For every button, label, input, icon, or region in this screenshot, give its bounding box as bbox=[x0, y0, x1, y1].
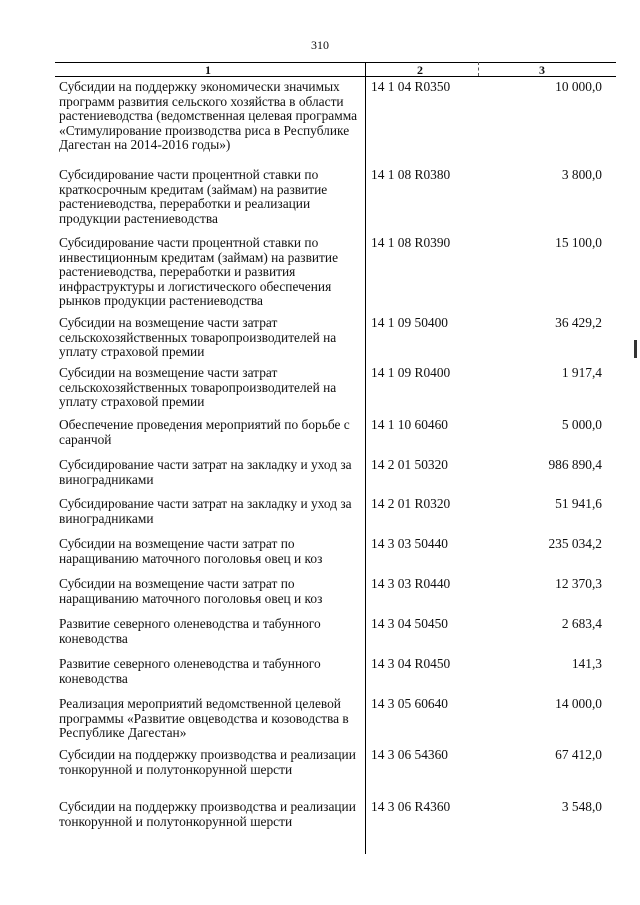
row-amount: 15 100,0 bbox=[555, 235, 602, 250]
row-description: Субсидирование части процентной ставки по инвестиционным кредитам (займам) на развитие растениеводства, переработки и развития инфраструктуры и логистического обеспечения рынков продукции растениеводства bbox=[59, 235, 339, 308]
row-code: 14 1 09 R0400 bbox=[371, 365, 451, 380]
row-amount: 141,3 bbox=[571, 656, 602, 671]
row-amount: 10 000,0 bbox=[555, 79, 602, 94]
row-description: Развитие северного оленеводства и табунного коневодства bbox=[59, 616, 321, 646]
row-code: 14 2 01 50320 bbox=[371, 457, 448, 472]
row-code: 14 1 04 R0350 bbox=[371, 79, 451, 94]
row-description: Субсидии на возмещение части затрат сельскохозяйственных товаропроизводителей на уплату страховой премии bbox=[59, 315, 337, 359]
row-amount: 3 800,0 bbox=[561, 167, 602, 182]
row-code: 14 2 01 R0320 bbox=[371, 496, 451, 511]
row-description: Субсидии на возмещение части затрат сельскохозяйственных товаропроизводителей на уплату страховой премии bbox=[59, 365, 337, 409]
row-amount: 235 034,2 bbox=[548, 536, 602, 551]
row-amount: 986 890,4 bbox=[548, 457, 602, 472]
row-description: Субсидии на возмещение части затрат по наращиванию маточного поголовья овец и коз bbox=[59, 576, 323, 606]
row-amount: 51 941,6 bbox=[555, 496, 602, 511]
row-description: Субсидии на возмещение части затрат по наращиванию маточного поголовья овец и коз bbox=[59, 536, 323, 566]
row-code: 14 1 08 R0380 bbox=[371, 167, 451, 182]
row-code: 14 3 06 54360 bbox=[371, 747, 448, 762]
column-header-1: 1 bbox=[205, 63, 211, 77]
row-amount: 2 683,4 bbox=[561, 616, 602, 631]
row-amount: 1 917,4 bbox=[561, 365, 602, 380]
row-description: Субсидирование части затрат на закладку и уход за виноградниками bbox=[59, 457, 352, 487]
row-description: Субсидирование части процентной ставки по краткосрочным кредитам (займам) на развитие растениеводства, переработки и реализации продукции растениеводства bbox=[59, 167, 328, 226]
row-description: Субсидии на поддержку экономически значимых программ развития сельского хозяйства в области растениеводства (ведомственная целевая программа «Стимулирование производства риса в Республике Дагестан на 2014-2016 годы») bbox=[59, 79, 358, 152]
row-amount: 3 548,0 bbox=[561, 799, 602, 814]
column-header-3: 3 bbox=[539, 63, 545, 77]
row-code: 14 3 04 50450 bbox=[371, 616, 448, 631]
row-code: 14 3 05 60640 bbox=[371, 696, 448, 711]
row-description: Обеспечение проведения мероприятий по борьбе с саранчой bbox=[59, 417, 350, 447]
row-code: 14 3 06 R4360 bbox=[371, 799, 451, 814]
row-amount: 67 412,0 bbox=[555, 747, 602, 762]
row-code: 14 3 03 R0440 bbox=[371, 576, 451, 591]
row-amount: 36 429,2 bbox=[555, 315, 602, 330]
row-description: Субсидии на поддержку производства и реализации тонкорунной и полутонкорунной шерсти bbox=[59, 747, 356, 777]
row-code: 14 1 10 60460 bbox=[371, 417, 448, 432]
row-amount: 14 000,0 bbox=[555, 696, 602, 711]
row-code: 14 3 03 50440 bbox=[371, 536, 448, 551]
row-description: Субсидирование части затрат на закладку и уход за виноградниками bbox=[59, 496, 352, 526]
row-description: Субсидии на поддержку производства и реализации тонкорунной и полутонкорунной шерсти bbox=[59, 799, 356, 829]
row-description: Развитие северного оленеводства и табунного коневодства bbox=[59, 656, 321, 686]
row-amount: 5 000,0 bbox=[561, 417, 602, 432]
row-code: 14 1 08 R0390 bbox=[371, 235, 451, 250]
row-code: 14 1 09 50400 bbox=[371, 315, 448, 330]
row-code: 14 3 04 R0450 bbox=[371, 656, 451, 671]
page-number: 310 bbox=[311, 38, 329, 52]
row-amount: 12 370,3 bbox=[555, 576, 602, 591]
column-header-2: 2 bbox=[417, 63, 423, 77]
row-description: Реализация мероприятий ведомственной целевой программы «Развитие овцеводства и козоводства в Республике Дагестан» bbox=[59, 696, 349, 740]
